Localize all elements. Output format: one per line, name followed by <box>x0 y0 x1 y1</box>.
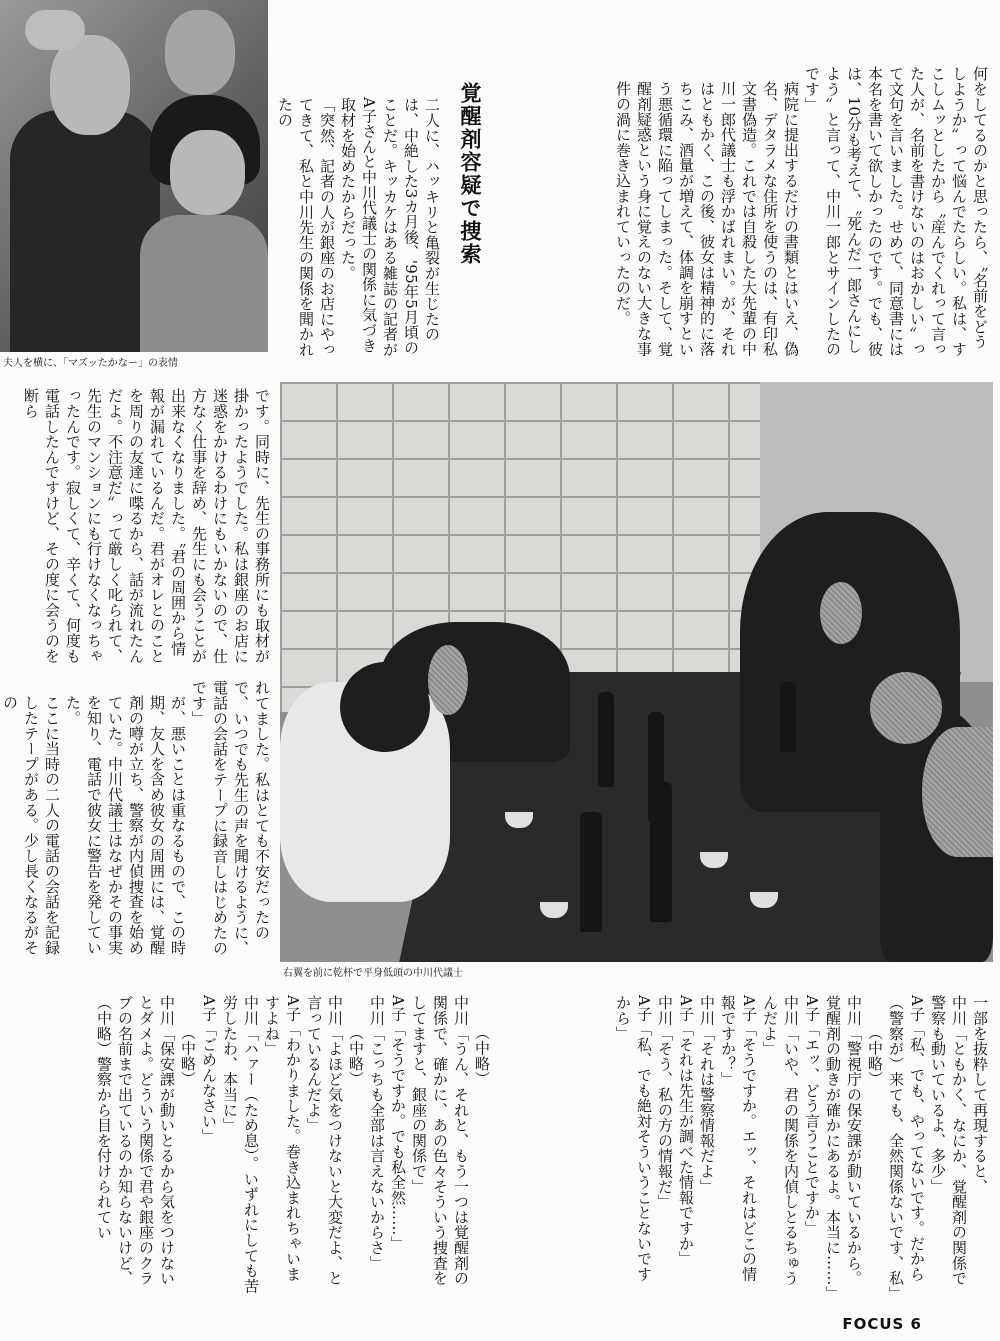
transcript-line: 中川「警視庁の保安課が動いているから。覚醒剤の動きが確かにあるよ。本当に……」 <box>824 995 863 1301</box>
transcript-line: 中川「よほど気をつけないと大変だよ、と言っているんだよ」 <box>305 995 344 1286</box>
paragraph: 何をしてるのかと思ったら、〝名前をどうしようか〟って悩んでたらしい。私は、すこしムッとしたから〝産んでくれって言った人が、名前を書けないのはおかしい〟って文句を言いました。せめて、同意書には本名を書いて欲しかったのです。でも、彼は、10分も考えて、〝死んだ一郎さんにしよう〟と言って、中川一郎とサインしたのです」 <box>803 66 989 357</box>
transcript-line: A子「エッ、どう言うことですか」 <box>803 995 821 1236</box>
transcript-line: A子「そうですか。でも私全然……」 <box>389 995 407 1251</box>
transcript-line: 中川「ともかく、なにか、覚醒剤の関係で警察も動いているよ、多少」 <box>929 995 968 1286</box>
transcript-line: 中川「うん、それと、もう一つは覚醒剤の関係で、確かに、あの色々そういう捜査をしてますと、銀座の関係で」 <box>410 995 470 1286</box>
transcript-line: （中略） <box>473 1025 491 1087</box>
photo-party <box>280 382 993 962</box>
face-blur <box>870 672 942 744</box>
bottle <box>650 782 672 922</box>
transcript-line: 中川「ハァー（ため息）。いずれにしても苦労したわ、本当に」 <box>221 995 260 1294</box>
article-column-top-right <box>588 66 990 361</box>
bottle <box>780 682 796 752</box>
back-man-face <box>165 10 235 95</box>
seated-man-head <box>340 662 430 752</box>
woman-jacket <box>140 215 268 352</box>
man-hand <box>25 10 85 50</box>
article-column-mid-right <box>1 680 272 960</box>
page-footer: FOCUS 6 <box>842 1315 922 1333</box>
transcript-line: A子「それは先生が調べた情報ですか」 <box>677 995 695 1267</box>
transcript-line: A子「私、でも、やってないです。だから（警察が）来ても、全然関係ないです、私」 <box>887 995 926 1301</box>
transcript-line: A子「わかりました。巻き込まれちゃいますよね」 <box>263 995 302 1282</box>
photo-couple <box>0 0 268 352</box>
photo-couple-caption: 夫人を横に、「マズッたかなー」の表情 <box>3 358 178 369</box>
paragraph: 二人に、ハッキリと亀裂が生じたのは、中絶した3カ月後、'95年5月頃のことだ。キッカケはある雑誌の記者がA子さんと中川代議士の関係に気づき取材を始めたからだった。 <box>339 97 441 358</box>
article-column-top-mid <box>277 82 442 361</box>
transcript-line: 中川「保安課が動いとるから気をつけないとダメよ。どういう関係で君や銀座のクラブの名前まで出ているのか知らないけど、（中略）警察から目を付けられてい <box>95 995 176 1286</box>
face-blur <box>820 582 862 644</box>
article-column-bottom-right <box>500 995 990 1301</box>
article-column-mid-left <box>8 388 272 668</box>
photo-party-caption: 右翼を前に乾杯で平身低頭の中川代議士 <box>283 968 463 979</box>
man-face <box>50 35 130 135</box>
transcript-line: A子「私、でも絶対そういうことないですから」 <box>614 995 653 1282</box>
transcript-line: （中略） <box>179 1025 197 1087</box>
paragraph: 病院に提出するだけの書類とはいえ、偽名、デタラメな住所を使うのは、有印私文書偽造。これでは自殺した大先輩の中川一郎代議士も浮かばれまい。が、それはともかく、この後、彼女は精神的に落ちこみ、酒量が増えて、体調を崩すという悪循環に陥ってしまった。そして、覚醒剤疑惑という身に覚えのない大きな事件の渦に巻き込まれていったのだ。 <box>614 81 800 357</box>
paragraph: 「突然、記者の人が銀座のお店にやってきて、私と中川先生の関係を聞かれたの <box>276 97 336 358</box>
man-figure <box>10 110 160 352</box>
transcript-line: 一部を抜粋して再現すると、 <box>971 995 989 1194</box>
bottle <box>580 812 602 932</box>
transcript-line: 中川「こっちも全部は言えないからさ」 <box>368 995 386 1271</box>
transcript-line: A子「そうですか。エッ、それはどこの情報ですか？」 <box>719 995 758 1282</box>
article-column-bottom-left <box>8 995 492 1295</box>
transcript-line: （中略） <box>866 1025 884 1087</box>
woman-face <box>170 130 245 215</box>
section-heading: 覚醒剤容疑で捜索 <box>458 82 482 266</box>
face-blur <box>922 727 993 857</box>
transcript-line: 中川「それは警察情報だよ」 <box>698 995 716 1194</box>
transcript-line: 中川「いや、君の関係を内偵しとるちゅうんだよ」 <box>761 995 800 1286</box>
paragraph: れてました。私はとても不安だったので、いつでも先生の声を聞けるように、電話の会話をテープに録音しはじめたのです」 <box>190 680 271 956</box>
paragraph: です。同時に、先生の事務所にも取材が掛かったようでした。私は銀座のお店に迷惑をかけるわけにもいかないので、仕方なく仕事を辞め、先生にも会うことが出来なくなりました。〝君の周囲から情報が漏れているんだ。君がオレとのことを周りの友達に喋るから、話が流れたんだよ。不注意だ〟って厳しく叱られて、先生のマンションにも行けなくなっちゃったんです。寂しくて、辛くて、何度も電話したんですけど、その度に会うのを断ら <box>22 388 271 664</box>
paragraph: ここに当時の二人の電話の会話を記録したテープがある。少し長くなるがその <box>1 695 61 956</box>
face-blur <box>428 645 468 715</box>
transcript-line: 中川「そう、私の方の情報だ」 <box>656 995 674 1210</box>
transcript-line: A子「ごめんなさい」 <box>200 995 218 1144</box>
bottle <box>598 692 614 787</box>
paragraph: が、悪いことは重なるもので、この時期、友人を含め彼女の周囲には、覚醒剤の噂が立ち、警察が内偵捜査を始めていた。中川代議士はなぜかその事実を知り、電話で彼女に警告を発していた。 <box>64 695 187 956</box>
transcript-line: （中略） <box>347 1025 365 1087</box>
